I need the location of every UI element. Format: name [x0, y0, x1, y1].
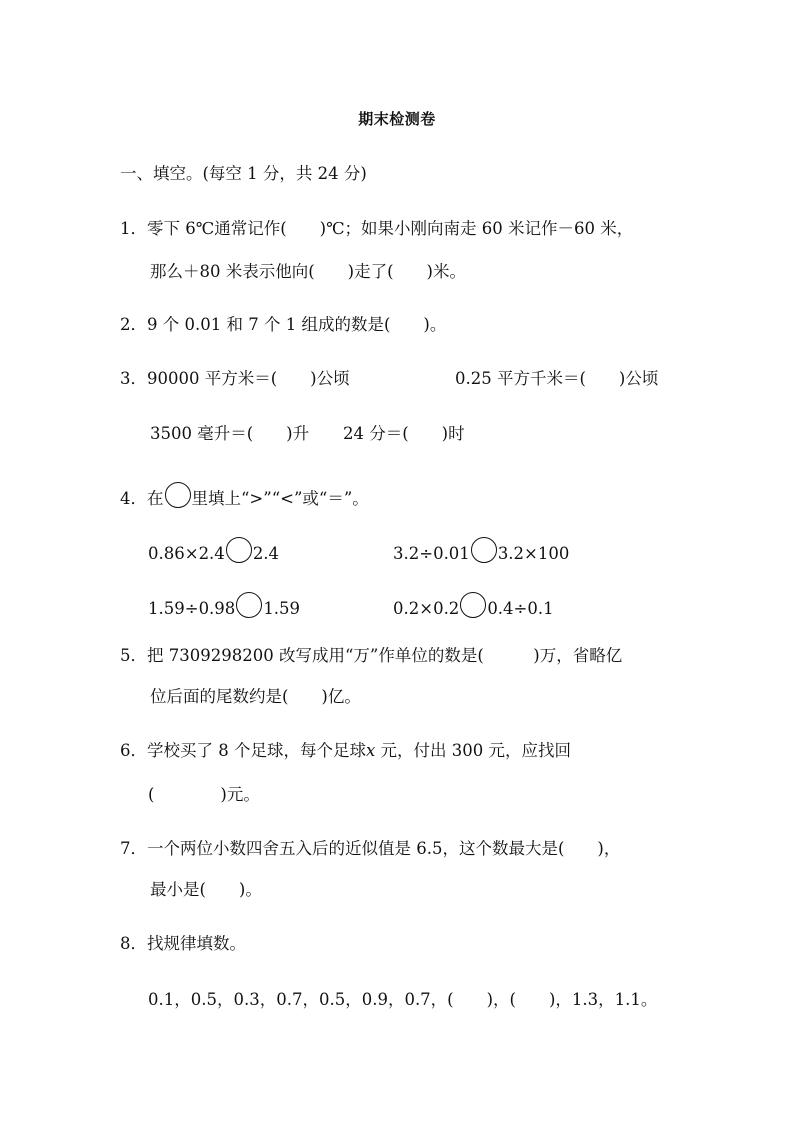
- question-3-b: 0.25 平方千米＝( )公顷: [455, 369, 659, 388]
- compare-c-circle[interactable]: [236, 592, 262, 618]
- question-3-a: 3．90000 平方米＝( )公顷: [120, 369, 350, 388]
- question-6-line-1: [120, 740, 571, 762]
- question-4-instruction: [120, 482, 369, 510]
- compare-a-left: 0.86×2.4: [148, 544, 225, 563]
- question-4-suffix: 里填上“>”“<”或“＝”。: [191, 489, 369, 508]
- question-1-line-1: 1．零下 6℃通常记作( )℃；如果小刚向南走 60 米记作－60 米，: [120, 219, 634, 238]
- section-heading: 一、填空。(每空 1 分，共 24 分): [120, 164, 367, 183]
- compare-c-left: 1.59÷0.98: [148, 599, 236, 618]
- question-1-line-2: 那么＋80 米表示他向( )走了( )米。: [150, 262, 466, 281]
- compare-c-right: 1.59: [263, 599, 301, 618]
- compare-item-a: [148, 537, 279, 565]
- compare-b-circle[interactable]: [471, 537, 497, 563]
- compare-d-circle[interactable]: [460, 592, 486, 618]
- compare-a-right: 2.4: [252, 544, 280, 563]
- question-6-text-b: 元，付出 300 元，应找回: [375, 741, 572, 760]
- compare-b-right: 3.2×100: [497, 544, 570, 563]
- compare-b-left: 3.2÷0.01: [393, 544, 470, 563]
- question-6-text-a: 6．学校买了 8 个足球，每个足球: [120, 741, 366, 760]
- compare-item-b: [393, 537, 569, 565]
- question-3-d: 24 分＝( )时: [343, 424, 465, 443]
- question-3-c: 3500 毫升＝( )升: [150, 424, 310, 443]
- page-title: 期末检测卷: [358, 110, 436, 128]
- question-6-line-2: ( )元。: [148, 785, 260, 804]
- compare-item-d: [393, 592, 554, 620]
- question-5-line-2: 位后面的尾数约是( )亿。: [150, 687, 361, 706]
- question-7-line-2: 最小是( )。: [150, 880, 262, 899]
- question-7-line-1: 7．一个两位小数四舍五入后的近似值是 6.5，这个数最大是( )，: [120, 839, 621, 858]
- question-8-sequence: 0.1，0.5，0.3，0.7，0.5，0.9，0.7，( )，( )，1.3，1.1。: [148, 990, 658, 1009]
- question-2: 2．9 个 0.01 和 7 个 1 组成的数是( )。: [120, 315, 447, 334]
- circle-icon: [165, 482, 191, 508]
- question-8-line-1: 8．找规律填数。: [120, 934, 246, 953]
- question-4-prefix: 4．在: [120, 489, 164, 508]
- compare-d-right: 0.4÷0.1: [487, 599, 554, 618]
- compare-d-left: 0.2×0.2: [393, 599, 460, 618]
- compare-a-circle[interactable]: [226, 537, 252, 563]
- question-6-variable: x: [366, 741, 376, 760]
- compare-item-c: [148, 592, 300, 620]
- question-5-line-1: 5．把 7309298200 改写成用“万”作单位的数是( )万，省略亿: [120, 646, 623, 665]
